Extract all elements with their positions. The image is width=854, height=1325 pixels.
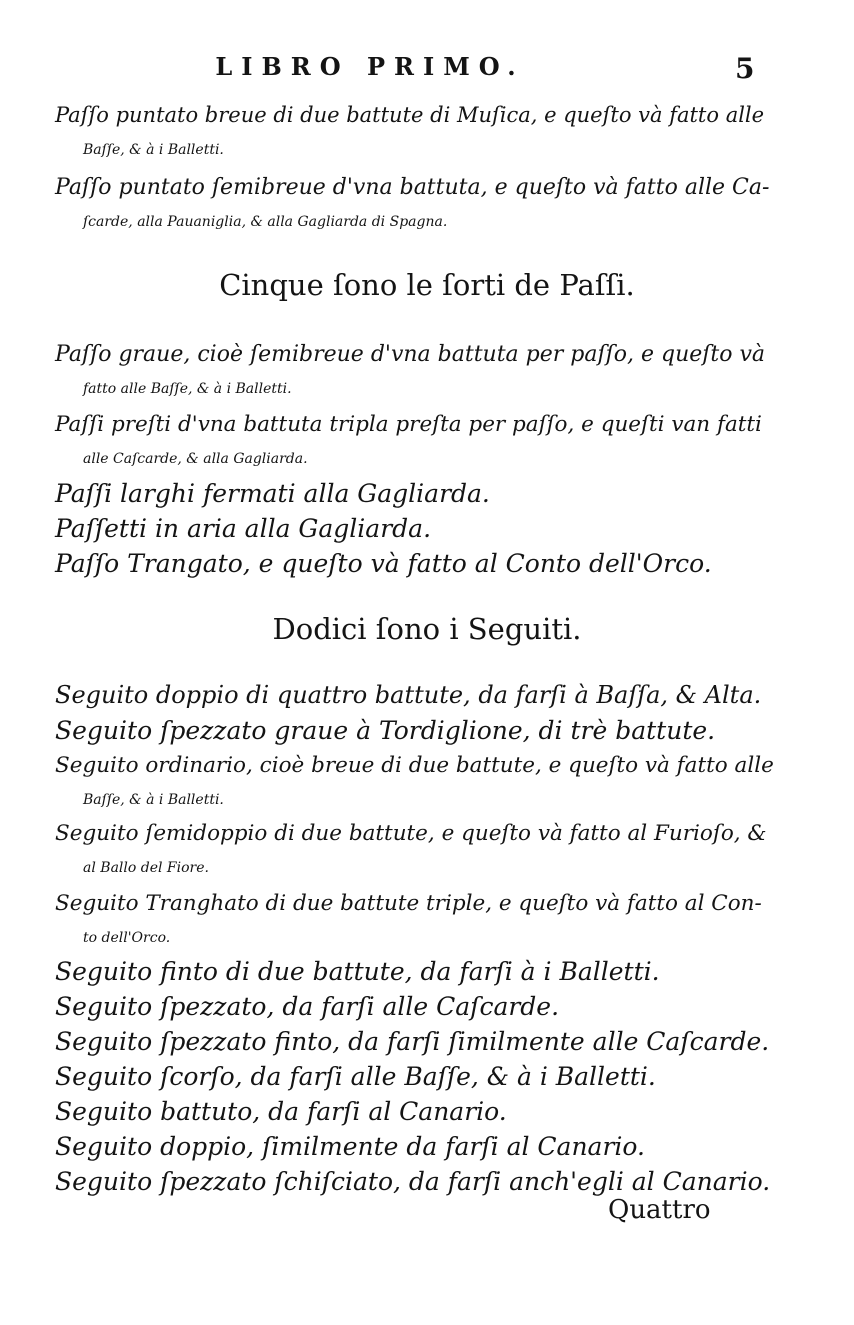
list-item: Paſſi larghi fermati alla Gagliarda.: [55, 479, 490, 508]
list-item: Paſſo puntato ſemibreue d'vna battuta, e queſto và fatto alle Ca- ſcarde, alla Pauaniglia, & alla Gagliarda di Spagna.: [55, 175, 770, 230]
list-item: Seguito ſcorſo, da farſi alle Baſſe, & à i Balletti.: [55, 1062, 656, 1091]
section-heading: Dodici ſono i Seguiti.: [272, 612, 582, 646]
list-item: Seguito finto di due battute, da farſi à i Balletti.: [55, 957, 660, 986]
list-item: Seguito ſpezzato finto, da farſi ſimilmente alle Caſcarde.: [55, 1027, 770, 1056]
list-item: Seguito doppio, ſimilmente da farſi al Canario.: [55, 1132, 645, 1161]
list-item: Seguito ſpezzato graue à Tordiglione, di trè battute.: [55, 716, 716, 745]
list-item: Seguito ſemidoppio di due battute, e queſto và fatto al Furioſo, & al Ballo del Fiore.: [55, 821, 767, 876]
section-heading: Cinque ſono le ſorti de Paſſi.: [219, 268, 635, 302]
catchword: Quattro: [608, 1195, 711, 1225]
list-item: Seguito doppio di quattro battute, da farſi à Baſſa, & Alta.: [55, 681, 762, 709]
list-item: Seguito ordinario, cioè breue di due battute, e queſto và fatto alle Baſſe, & à i Balletti.: [55, 753, 774, 808]
list-item: Seguito battuto, da farſi al Canario.: [55, 1097, 507, 1126]
list-item: Paſſo Trangato, e queſto và fatto al Conto dell'Orco.: [55, 549, 712, 578]
list-item: Seguito Tranghato di due battute triple, e queſto và fatto al Con- to dell'Orco.: [55, 891, 762, 946]
running-title: LIBRO PRIMO.: [215, 52, 525, 81]
list-item: Paſſo graue, cioè ſemibreue d'vna battuta per paſſo, e queſto và fatto alle Baſſe, & à i Balletti.: [55, 342, 766, 397]
list-item: Seguito ſpezzato, da farſi alle Caſcarde.: [55, 992, 560, 1021]
list-item: Seguito ſpezzato ſchiſciato, da farſi anch'egli al Canario.: [55, 1167, 771, 1196]
list-item: Paſſo puntato breue di due battute di Muſica, e queſto và fatto alle Baſſe, & à i Balletti.: [55, 103, 765, 158]
page-number: 5: [735, 52, 755, 85]
list-item: Paſſi preſti d'vna battuta tripla preſta per paſſo, e queſti van fatti alle Caſcarde, & alla Gagliarda.: [55, 412, 762, 467]
list-item: Paſſetti in aria alla Gagliarda.: [55, 514, 432, 543]
